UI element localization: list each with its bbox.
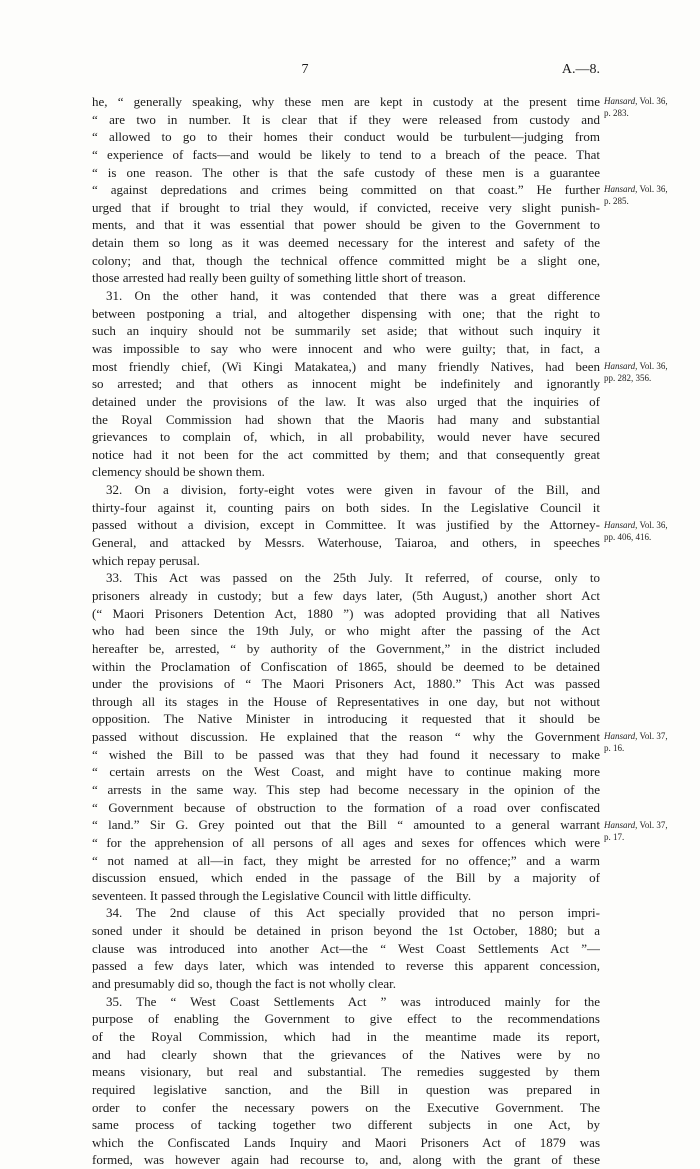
text-line: “ wished the Bill to be passed was that they had found it necessary to make [92,746,600,762]
margin-note-pages: p. 16. [604,743,625,754]
text-line: so arrested; and that others as innocent might be indefinitely and ignorantly [92,376,600,392]
text-line: General, and attacked by Messrs. Waterhouse, Taiaroa, and others, in speeches [92,535,600,551]
text-line: clemency should be shown them. [92,464,265,480]
text-line: “ are two in number. It is clear that if they were released from custody and [92,111,600,127]
text-line: which repay perusal. [92,552,200,568]
margin-note-volume: Vol. 37, [639,731,668,742]
text-line: soned under it should be detained in prison beyond the 1st October, 1880; but a [92,923,600,939]
margin-note [604,519,700,543]
text-line: “ Government because of obstruction to the formation of a road over confiscated [92,799,600,815]
text-line: means visionary, but real and substantial. The remedies suggested by them [92,1064,600,1080]
text-line: “ allowed to go to their homes their conduct would be turbulent—judging from [92,129,600,145]
text-line: “ experience of facts—and would be likely to tend to a breach of the peace. That [92,146,600,162]
text-line: grievances to complain of, which, in all probability, would never have secured [92,429,600,445]
text-line: “ land.” Sir G. Grey pointed out that the Bill “ amounted to a general warrant [92,817,600,833]
margin-note-volume: Vol. 36, [639,184,668,195]
text-line: within the Proclamation of Confiscation of 1865, should be deemed to be detained [92,658,600,674]
text-line: of the Royal Commission, which had in the meantime made its report, [92,1028,600,1044]
text-line: such an inquiry should not be summarily set aside; that without such inquiry it [92,323,600,339]
text-line: the Royal Commission had shown that the Maoris had many and substantial [92,411,600,427]
text-line: opposition. The Native Minister in introducing it requested that it should be [92,711,600,727]
page-number: 7 [301,62,309,77]
text-line: “ against depredations and crimes being committed on that coast.” He further [92,182,600,198]
text-line: and presumably did so, though the fact is not wholly clear. [92,976,396,992]
text-line: order to confer the necessary powers on the Executive Government. The [92,1099,600,1115]
margin-note [604,360,700,384]
margin-note-source: Hansard, [604,184,638,195]
text-line: passed a few days later, which was intended to reverse this apparent concession, [92,958,600,974]
text-line: discussion ensued, which ended in the passage of the Bill by a majority of [92,870,600,886]
text-line: prisoners already in custody; but a few days later, (5th August,) another short Act [92,587,600,603]
margin-note-pages: p. 283. [604,108,629,118]
text-line: seventeen. It passed through the Legislative Council with little difficulty. [92,887,472,903]
text-line: ments, and that it was essential that power should be given to the Government to [92,217,600,233]
text-line: detain them so long as it was deemed necessary for the interest and safety of the [92,235,600,251]
text-line: between postponing a trial, and altogether dispensing with one; that the right to [92,305,600,321]
margin-note-source: Hansard, [604,819,638,830]
text-line: 33. This Act was passed on the 25th July. It referred, of course, only to [106,570,600,586]
text-line: hereafter be, arrested, “ by authority of the Government,” in the district included [92,640,600,656]
text-line: passed without discussion. He explained that the reason “ why the Government [92,729,600,745]
text-line: through all its stages in the House of Representatives in one day, but not without [92,693,600,709]
margin-note-volume: Vol. 36, [639,519,668,530]
margin-note-volume: Vol. 36, [639,96,668,106]
text-line: urged that if brought to trial they would, if convicted, receive very slight punish- [92,199,600,215]
text-line: “ not named at all—in fact, they might be arrested for no offence;” and a warm [92,852,600,868]
margin-note-volume: Vol. 36, [639,360,668,371]
text-line: same process of tacking together two different subjects in one Act, by [92,1117,600,1133]
text-line: under the provisions of “ The Maori Prisoners Act, 1880.” This Act was passed [92,676,600,692]
body-text [92,93,600,1169]
margin-note-source: Hansard, [604,360,638,371]
text-line: which the Confiscated Lands Inquiry and Maori Prisoners Act of 1879 was [92,1134,600,1150]
text-line: required legislative sanction, and the Bill in question was prepared in [92,1081,600,1097]
text-line: who had been since the 19th July, or who might after the passing of the Act [92,623,600,639]
text-line: “ certain arrests on the West Coast, and might have to continue making more [92,764,600,780]
text-line: and had clearly shown that the grievances of the Natives were by no [92,1046,600,1062]
margin-note-pages: p. 17. [604,831,625,842]
margin-note-source: Hansard, [604,731,638,742]
margin-note [604,183,700,207]
margin-note-volume: Vol. 37, [639,819,668,830]
margin-note [604,730,700,754]
text-line: “ is one reason. The other is that the safe custody of these men is a guarantee [92,164,600,180]
margin-note-pages: pp. 406, 416. [604,531,652,542]
margin-note-source: Hansard, [604,96,638,106]
text-line: notice had it not been for the act committed by them; and that consequently great [92,446,600,462]
text-line: thirty-four against it, counting pairs on both sides. In the Legislative Council it [92,499,600,515]
document-reference: A.—8. [561,62,600,77]
text-line: passed without a division, except in Committee. It was justified by the Attorney- [92,517,600,533]
margin-note-pages: p. 285. [604,196,629,207]
text-line: 32. On a division, forty-eight votes were given in favour of the Bill, and [106,482,600,498]
text-line: most friendly chief, (Wi Kingi Matakatea,) and many friendly Natives, had been [92,358,600,374]
margin-note-pages: pp. 282, 356. [604,372,652,383]
text-line: 35. The “ West Coast Settlements Act ” was introduced mainly for the [106,993,600,1009]
margin-note [604,95,700,119]
text-line: those arrested had really been guilty of something little short of treason. [92,270,467,286]
margin-note-source: Hansard, [604,519,638,530]
text-line: 34. The 2nd clause of this Act specially provided that no person impri- [106,905,600,921]
text-line: 31. On the other hand, it was contended that there was a great difference [106,288,600,304]
text-line: colony; and that, though the technical offence committed might be a slight one, [92,252,600,268]
text-line: formed, was however again had recourse to, and, along with the grant of these [92,1152,600,1168]
text-line: detained under the provisions of the law. It was also urged that the inquiries of [92,393,600,409]
text-line: purpose of enabling the Government to give effect to the recommendations [92,1011,600,1027]
text-line: “ arrests in the same way. This step had become necessary in the opinion of the [92,781,600,797]
margin-note [604,819,700,843]
text-line: clause was introduced into another Act—the “ West Coast Settlements Act ”— [92,940,600,956]
page-header [0,0,700,77]
text-line: he, “ generally speaking, why these men are kept in custody at the present time [92,94,600,109]
text-line: (“ Maori Prisoners Detention Act, 1880 ”) was adopted providing that all Natives [92,605,600,621]
text-line: was impossible to say who were innocent and who were guilty; that, in fact, a [92,340,600,356]
text-line: “ for the apprehension of all persons of all ages and sexes for offences which were [92,834,600,850]
